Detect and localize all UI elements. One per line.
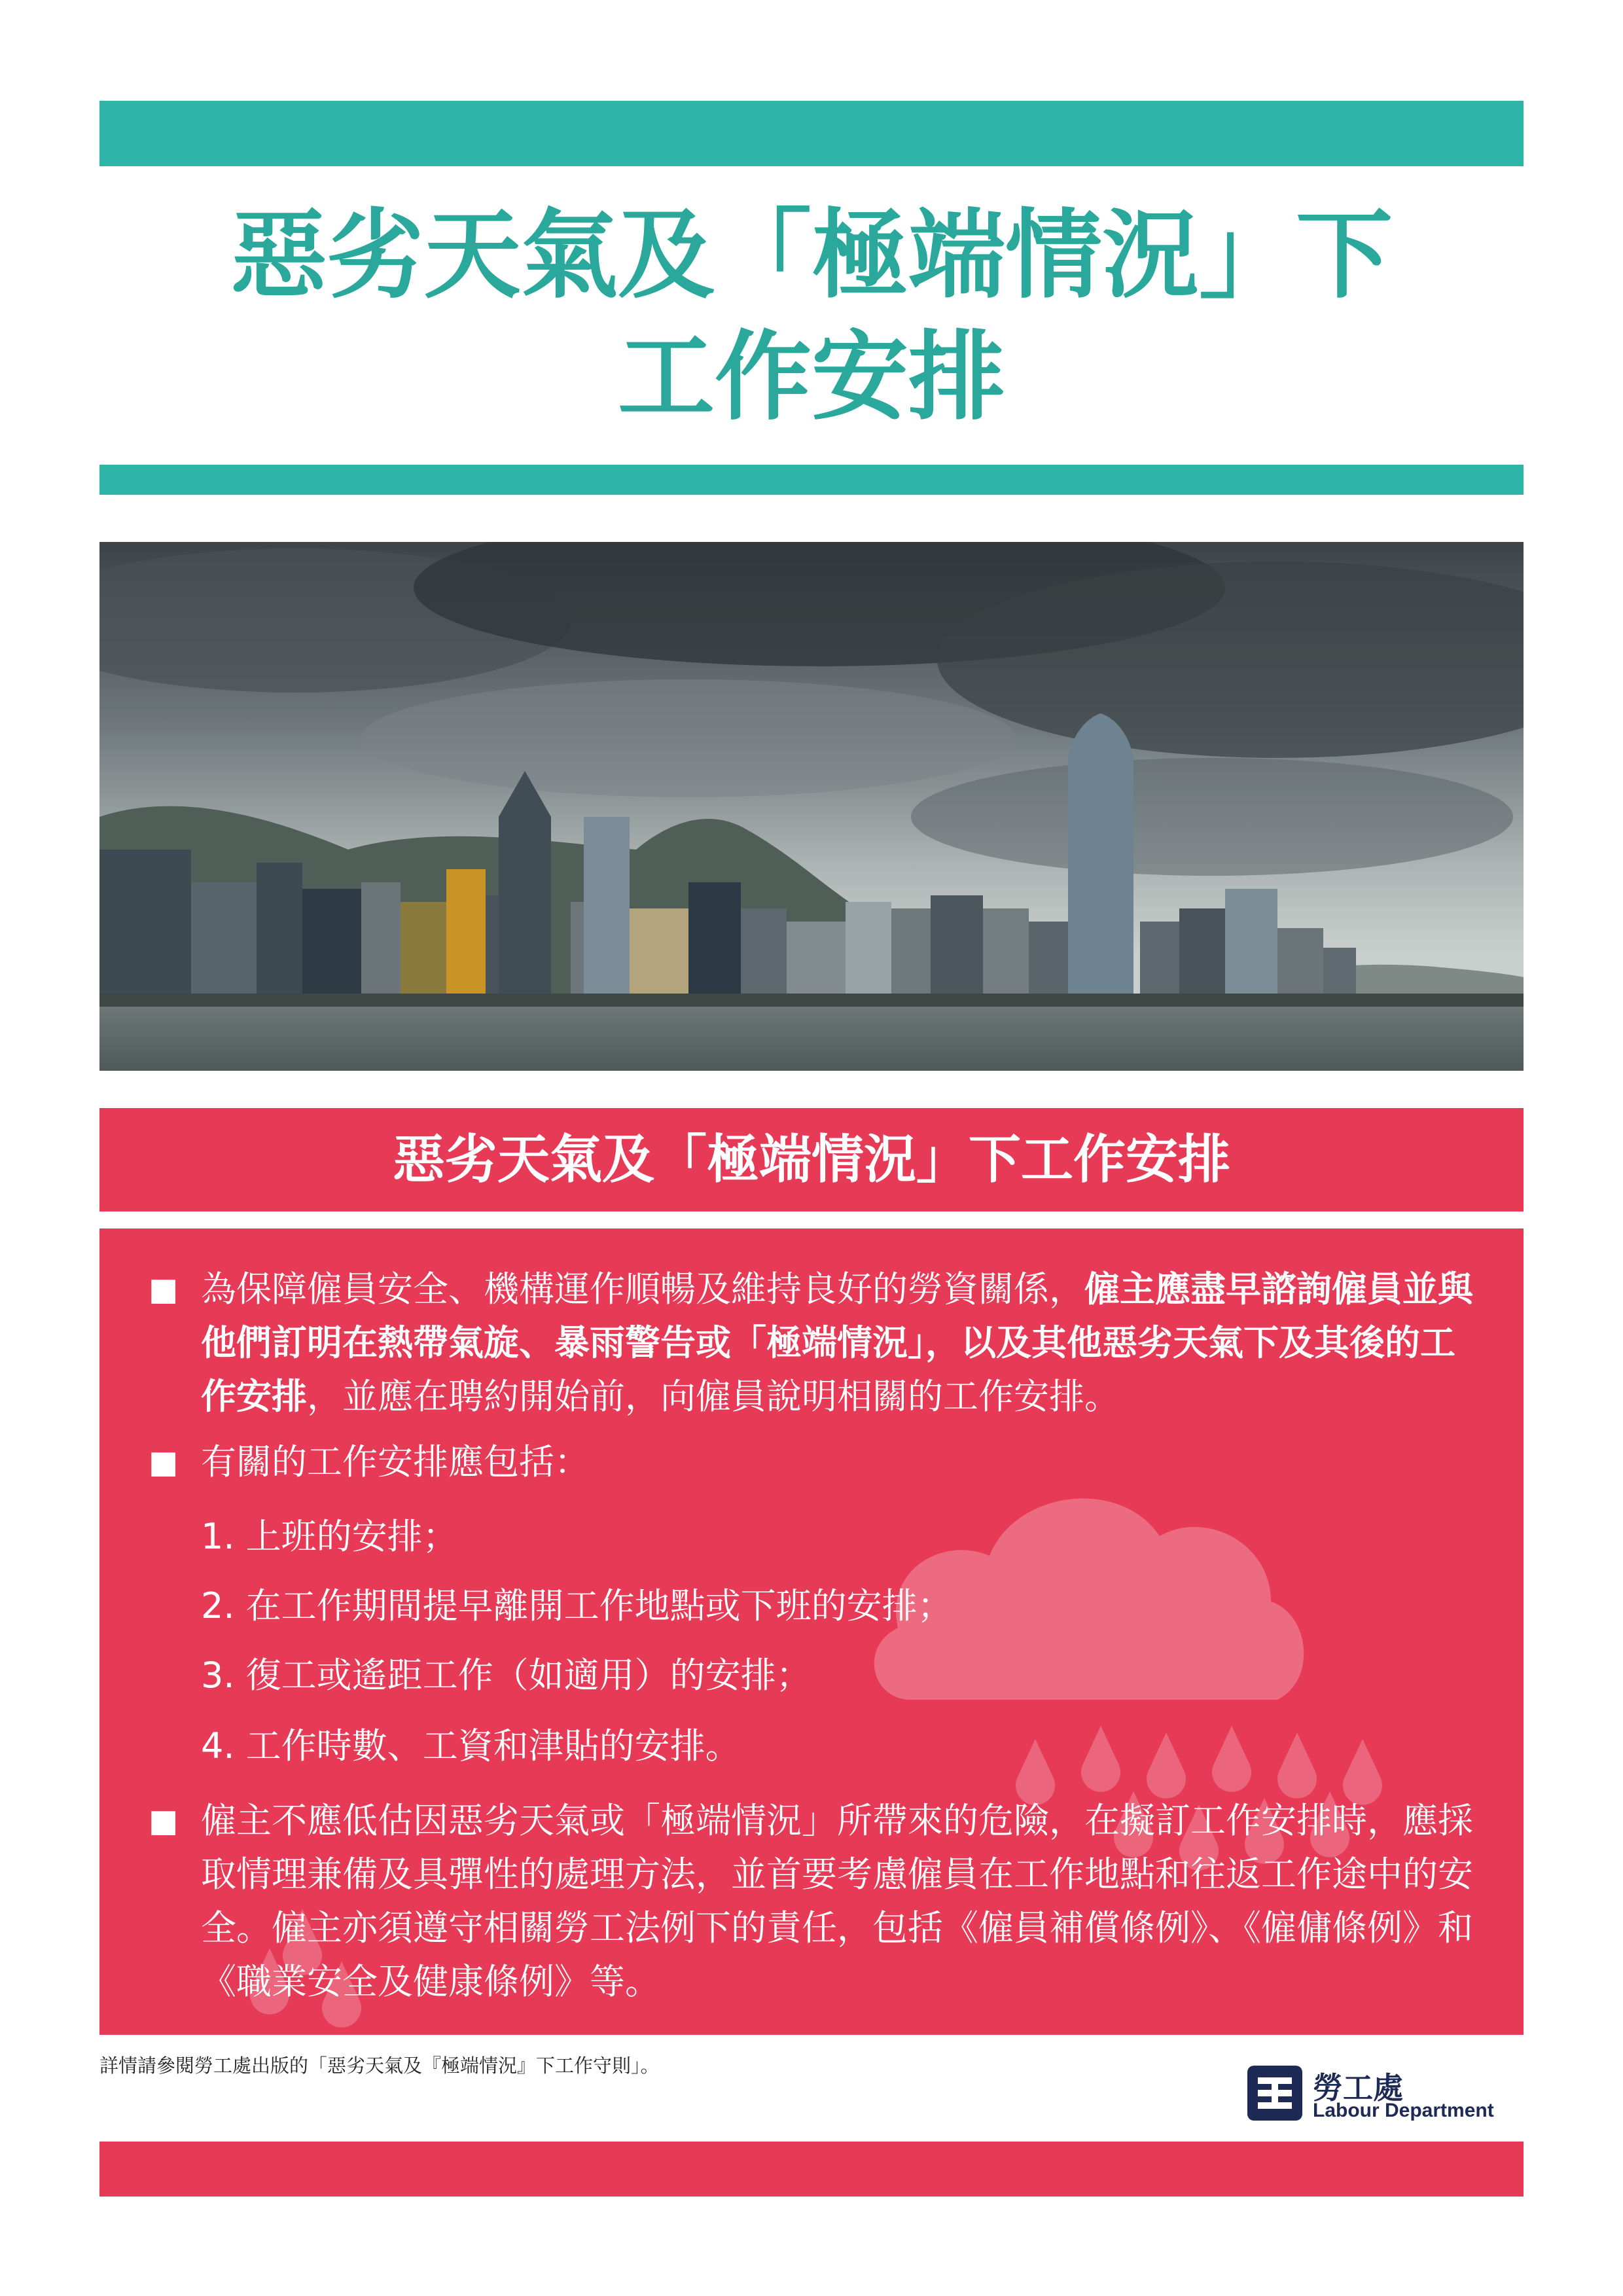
paragraph-2 (149, 1435, 1477, 1489)
logo-english-name: Labour Department (1313, 2100, 1494, 2121)
labour-department-logo-icon (1243, 2062, 1306, 2125)
section-heading: 惡劣天氣及「極端情況」下工作安排 (99, 1108, 1524, 1211)
content-panel (99, 1229, 1524, 2035)
bottom-red-bar (99, 2142, 1524, 2197)
list-item: 4. 工作時數、工資和津貼的安排。 (201, 1725, 741, 1767)
page-title-line-1: 惡劣天氣及「極端情況」下 (230, 199, 1393, 312)
paragraph-1-text-a: 為保障僱員安全、機構運作順暢及維持良好的勞資關係， (201, 1268, 1084, 1310)
page-title-line-2: 工作安排 (618, 321, 1005, 433)
square-bullet: ■ (149, 1271, 179, 1308)
paragraph-1-bold-text: 僱主應盡早諮詢僱員並與他們訂明在熱帶氣旋、暴雨警告或「極端情況」，以及其他惡劣天氣下及其後的工作安排 (201, 1268, 1473, 1417)
logo-chinese-name: 勞工處 (1313, 2070, 1403, 2106)
paragraph-3-text: 僱主不應低估因惡劣天氣或「極端情況」所帶來的危險，在擬訂工作安排時，應採取情理兼備及具彈性的處理方法，並首要考慮僱員在工作地點和往返工作途中的安全。僱主亦須遵守相關勞工法例下的責任，包括《僱員補償條例》、《僱傭條例》和《職業安全及健康條例》等。 (201, 1800, 1473, 2002)
paragraph-3 (149, 1794, 1477, 2009)
list-item: 1. 上班的安排； (201, 1516, 458, 1557)
paragraph-2-text: 有關的工作安排應包括： (201, 1441, 590, 1482)
square-bullet: ■ (149, 1444, 179, 1480)
hong-kong-skyline-storm-photo (99, 542, 1524, 1071)
top-teal-bar (99, 101, 1524, 166)
hero-skyline-image (99, 542, 1524, 1071)
paragraph-1-text-b: ，並應在聘約開始前，向僱員說明相關的工作安排。 (307, 1376, 1120, 1417)
list-item: 3. 復工或遙距工作（如適用）的安排； (201, 1655, 812, 1696)
mid-teal-bar (99, 465, 1524, 495)
paragraph-1 (149, 1263, 1477, 1424)
square-bullet: ■ (149, 1803, 179, 1839)
footnote: 詳情請參閱勞工處出版的「惡劣天氣及『極端情況』下工作守則」。 (99, 2054, 660, 2077)
labour-department-logo (1243, 2062, 1518, 2127)
list-item: 2. 在工作期間提早離開工作地點或下班的安排； (201, 1585, 953, 1626)
